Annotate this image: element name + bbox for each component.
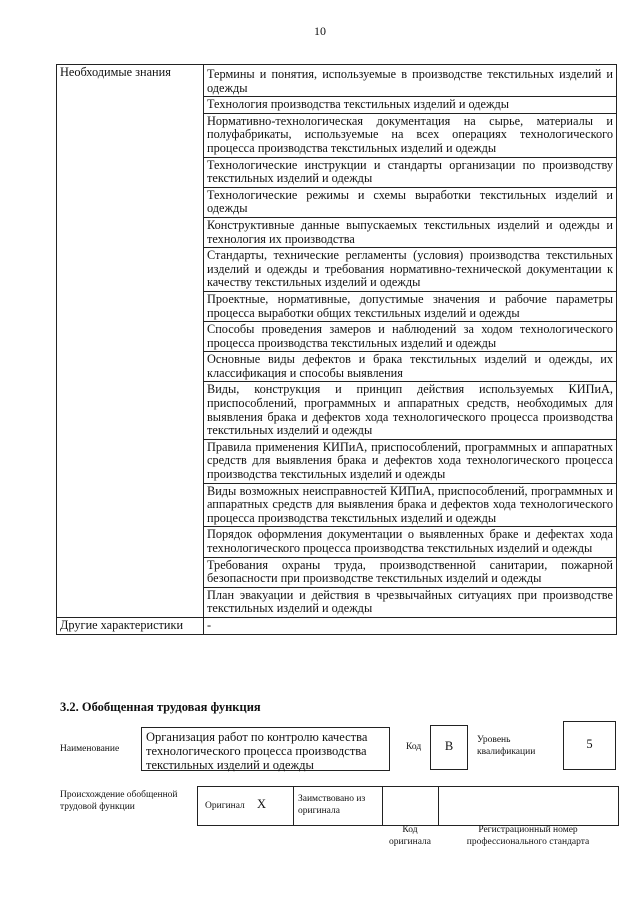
knowledge-item: Порядок оформления документации о выявленных браке и дефектах хода технологического процесса производства текстильных изделий и одежды	[204, 527, 617, 557]
table-row	[57, 617, 617, 634]
code-box	[430, 725, 468, 770]
function-name-box	[141, 727, 390, 771]
knowledge-item: Термины и понятия, используемые в производстве текстильных изделий и одежды	[204, 65, 617, 97]
knowledge-item: Способы проведения замеров и наблюдений за ходом технологического процесса производства текстильных изделий и одежды	[204, 322, 617, 352]
knowledge-item: Проектные, нормативные, допустимые значения и рабочие параметры процесса выработки общих текстильных изделий и одежды	[204, 291, 617, 321]
other-label: Другие характеристики	[57, 617, 204, 634]
level-box	[563, 721, 616, 770]
table-row	[57, 65, 617, 97]
knowledge-item: Технология производства текстильных изделий и одежды	[204, 97, 617, 114]
function-name-value: Организация работ по контролю качества технологического процесса производства текстильных изделий и одежды	[146, 730, 368, 772]
section-title: 3.2. Обобщенная трудовая функция	[60, 700, 261, 714]
knowledge-item: Конструктивные данные выпускаемых текстильных изделий и одежды и технология их производства	[204, 217, 617, 247]
knowledge-table	[56, 64, 617, 635]
page-number: 10	[314, 24, 326, 38]
level-label: Уровень квалификации	[477, 735, 536, 757]
name-label: Наименование	[60, 744, 120, 754]
knowledge-item: Основные виды дефектов и брака текстильных изделий и одежды, их классификация и способы выявления	[204, 352, 617, 382]
knowledge-label: Необходимые знания	[57, 65, 204, 618]
knowledge-item: Правила применения КИПиА, приспособлений, программных и аппаратных средств для выявления брака и дефектов хода технологического процесса производства текстильных изделий и одежды	[204, 439, 617, 483]
knowledge-item: Требования охраны труда, производственной санитарии, пожарной безопасности при производстве текстильных изделий и одежды	[204, 557, 617, 587]
knowledge-item: Технологические инструкции и стандарты организации по производству текстильных изделий и одежды	[204, 157, 617, 187]
knowledge-item: Стандарты, технические регламенты (условия) производства текстильных изделий и одежды и требования нормативно-технической документации к качеству текстильных изделий и одежды	[204, 248, 617, 292]
knowledge-item: Нормативно-технологическая документация на сырье, материалы и полуфабрикаты, используемые на всех операциях технологического процесса производства текстильных изделий и одежды	[204, 113, 617, 157]
code-value: B	[444, 739, 454, 753]
origin-label: Происхождение обобщенной трудовой функции	[60, 790, 178, 812]
knowledge-item: Технологические режимы и схемы выработки текстильных изделий и одежды	[204, 187, 617, 217]
code-label: Код	[406, 742, 422, 752]
knowledge-item: Виды возможных неисправностей КИПиА, приспособлений, программных и аппаратных средств для выявления брака и дефектов хода технологического процесса производства текстильных изделий и одежды	[204, 483, 617, 527]
original-label: Оригинал	[205, 801, 245, 811]
code-original-cell	[382, 786, 439, 826]
borrowed-label: Заимствовано из оригинала	[298, 794, 366, 816]
original-mark: X	[257, 797, 267, 811]
knowledge-item: План эвакуации и действия в чрезвычайных ситуациях при производстве текстильных изделий и одежды	[204, 587, 617, 617]
level-value: 5	[586, 737, 593, 751]
knowledge-item: Виды, конструкция и принцип действия используемых КИПиА, приспособлений, программных и аппаратных средств, необходимых для выявления брака и дефектов хода технологического процесса производства текстильных изделий и одежды	[204, 382, 617, 439]
other-value: -	[204, 617, 617, 634]
code-original-caption: Код оригинала	[389, 825, 431, 847]
reg-number-caption: Регистрационный номер профессионального стандарта	[466, 825, 590, 847]
